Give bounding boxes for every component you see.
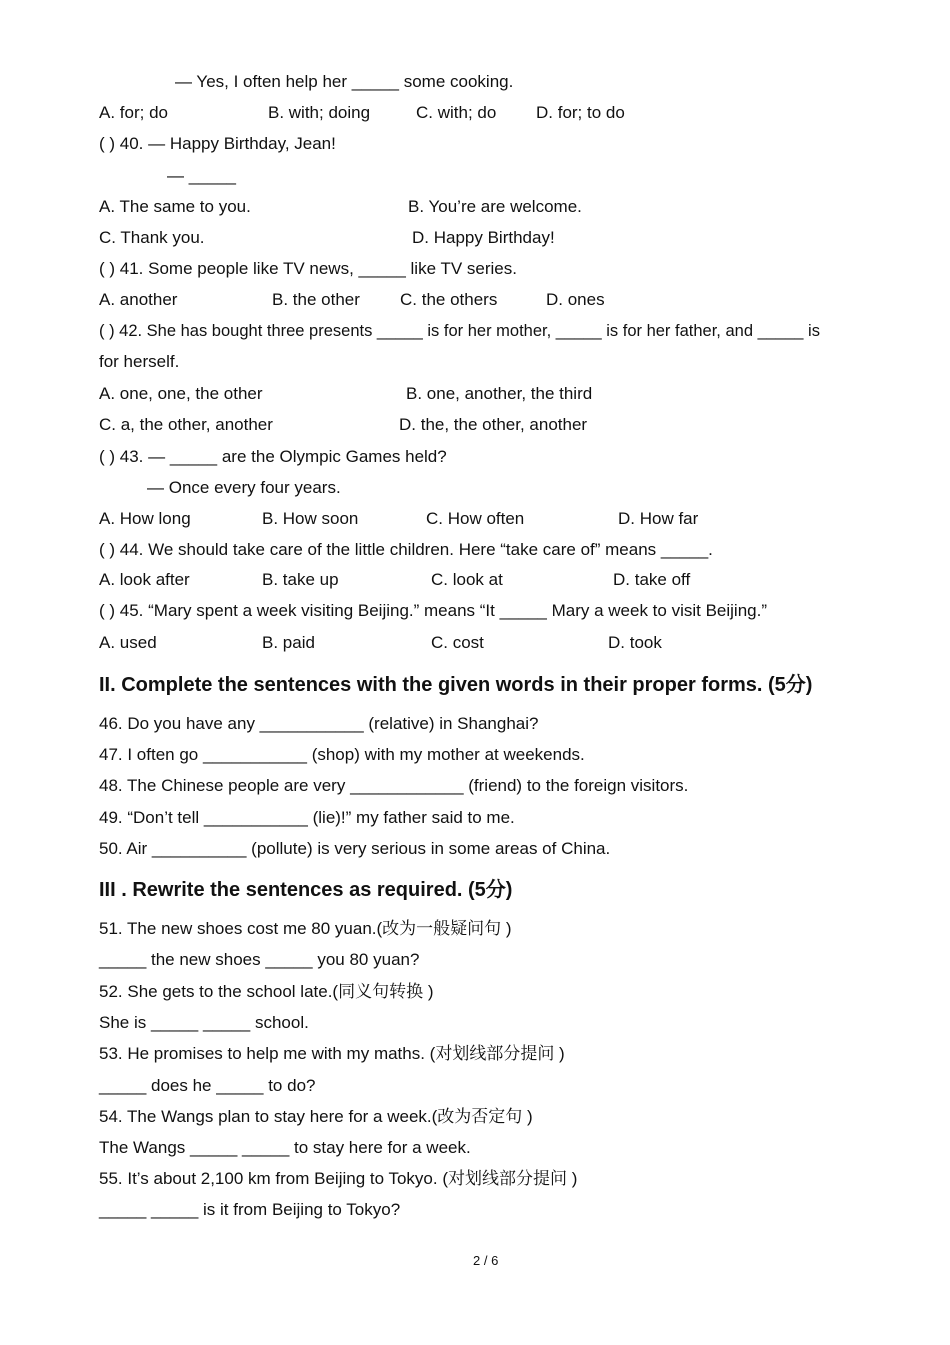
q40-option-b: B. You’re are welcome.: [408, 197, 582, 216]
q41-option-a: A. another: [99, 290, 178, 309]
q45-option-a: A. used: [99, 633, 157, 652]
q41-option-c: C. the others: [400, 290, 498, 309]
q42-option-d: D. the, the other, another: [399, 415, 588, 434]
section2-item-47: 47. I often go ___________ (shop) with my mother at weekends.: [99, 745, 585, 764]
q45-stem: ( ) 45. “Mary spent a week visiting Beijing.” means “It _____ Mary a week to visit Beijing.”: [99, 601, 767, 620]
q41-option-d: D. ones: [546, 290, 605, 309]
q44-option-b: B. take up: [262, 570, 339, 589]
section2-item-46: 46. Do you have any ___________ (relative) in Shanghai?: [99, 714, 539, 733]
q39-answer-line: — Yes, I often help her _____ some cooking.: [175, 72, 514, 91]
section3-a55: _____ _____ is it from Beijing to Tokyo?: [99, 1200, 401, 1219]
q40-option-c: C. Thank you.: [99, 228, 205, 247]
section2-title: II. Complete the sentences with the given words in their proper forms. (5分): [99, 674, 813, 696]
section2-item-50: 50. Air __________ (pollute) is very serious in some areas of China.: [99, 839, 611, 858]
q42-option-b: B. one, another, the third: [406, 384, 593, 403]
q43-stem: ( ) 43. — _____ are the Olympic Games held?: [99, 447, 447, 466]
q39-option-b: B. with; doing: [268, 103, 371, 122]
q42-stem-continued: for herself.: [99, 352, 180, 371]
section3-a54: The Wangs _____ _____ to stay here for a week.: [99, 1138, 471, 1157]
q42-option-c: C. a, the other, another: [99, 415, 273, 434]
section3-a52: She is _____ _____ school.: [99, 1013, 309, 1032]
q45-option-d: D. took: [608, 633, 662, 652]
section3-q52: 52. She gets to the school late.(同义句转换 ): [99, 982, 434, 1001]
q43-option-d: D. How far: [618, 509, 699, 528]
q40-stem: ( ) 40. — Happy Birthday, Jean!: [99, 134, 336, 153]
section3-title: III . Rewrite the sentences as required. (5分): [99, 879, 513, 901]
q44-option-c: C. look at: [431, 570, 503, 589]
section3-q53: 53. He promises to help me with my maths. (对划线部分提问 ): [99, 1044, 565, 1063]
q40-option-d: D. Happy Birthday!: [412, 228, 555, 247]
q45-option-b: B. paid: [262, 633, 315, 652]
q40-option-a: A. The same to you.: [99, 197, 251, 216]
q44-option-a: A. look after: [99, 570, 190, 589]
q39-option-c: C. with; do: [416, 103, 497, 122]
q42-stem: ( ) 42. She has bought three presents _____ is for her mother, _____ is for her father, and _____ is: [99, 322, 820, 340]
q45-option-c: C. cost: [431, 633, 484, 652]
q43-option-a: A. How long: [99, 509, 191, 528]
section3-q54: 54. The Wangs plan to stay here for a week.(改为否定句 ): [99, 1107, 533, 1126]
q41-stem: ( ) 41. Some people like TV news, _____ like TV series.: [99, 259, 517, 278]
page-number: 2 / 6: [473, 1253, 499, 1268]
q43-response: — Once every four years.: [147, 478, 341, 497]
q43-option-c: C. How often: [426, 509, 525, 528]
q39-option-a: A. for; do: [99, 103, 168, 122]
section3-q55: 55. It’s about 2,100 km from Beijing to Tokyo. (对划线部分提问 ): [99, 1169, 578, 1188]
q40-response: — _____: [167, 166, 236, 185]
q43-option-b: B. How soon: [262, 509, 359, 528]
q39-option-d: D. for; to do: [536, 103, 625, 122]
section3-a53: _____ does he _____ to do?: [99, 1076, 316, 1095]
q42-option-a: A. one, one, the other: [99, 384, 263, 403]
section3-q51: 51. The new shoes cost me 80 yuan.(改为一般疑问句 ): [99, 919, 512, 938]
section2-item-49: 49. “Don’t tell ___________ (lie)!” my father said to me.: [99, 808, 515, 827]
q41-option-b: B. the other: [272, 290, 360, 309]
section3-a51: _____ the new shoes _____ you 80 yuan?: [99, 950, 420, 969]
q44-option-d: D. take off: [613, 570, 691, 589]
q44-stem: ( ) 44. We should take care of the little children. Here “take care of” means _____.: [99, 540, 713, 559]
section2-item-48: 48. The Chinese people are very ____________ (friend) to the foreign visitors.: [99, 776, 689, 795]
